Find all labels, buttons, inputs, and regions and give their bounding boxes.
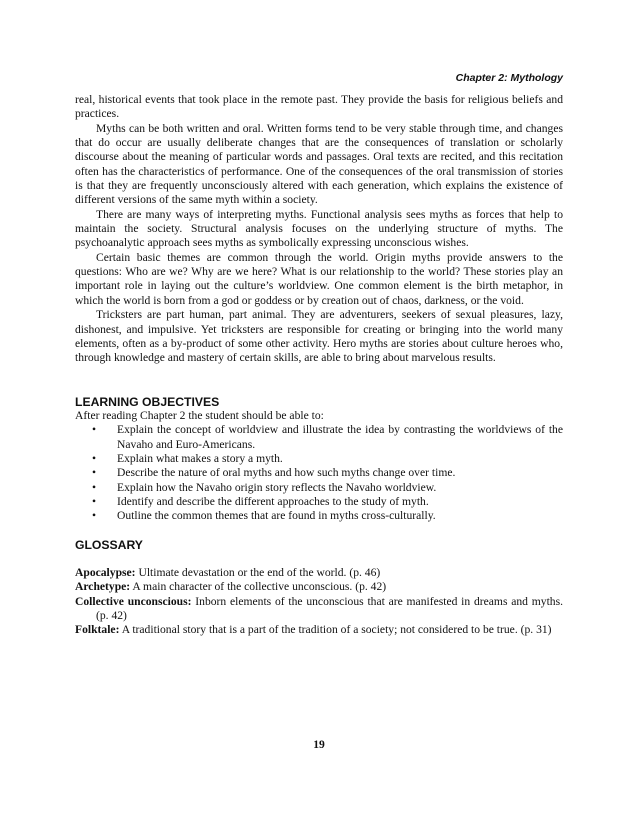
bullet-icon: • [92,451,97,465]
bullet-icon: • [92,494,97,508]
list-item-text: Explain what makes a story a myth. [117,451,283,465]
glossary-term: Archetype: [75,580,131,594]
learning-objectives-intro: After reading Chapter 2 the student should be able to: [75,408,324,422]
glossary-entry [75,595,563,624]
glossary-list [75,566,563,638]
glossary-entry [75,580,563,594]
paragraph-interpretation: There are many ways of interpreting myths. Functional analysis sees myths as forces that help to maintain the society. Structural analysis focuses on the underlying structure of myths. The psychoanalytic approach sees myths as symbolically expressing unconscious wishes. [75,207,563,250]
list-item [92,481,563,495]
page-number: 19 [313,738,325,751]
list-item-text: Outline the common themes that are found in myths cross-culturally. [117,509,436,523]
glossary-definition: Ultimate devastation or the end of the world. (p. 46) [135,565,381,579]
bullet-icon: • [92,466,97,480]
glossary-term: Folktale: [75,623,120,637]
glossary-definition: Inborn elements of the unconscious that are manifested in dreams and myths. (p. 42) [96,594,564,622]
glossary-definition: A traditional story that is a part of the tradition of a society; not considered to be true. (p. 31) [119,623,552,637]
list-item-text: Explain the concept of worldview and illustrate the idea by contrasting the worldviews of the Navaho and Euro-Americans. [117,423,563,451]
glossary-term: Apocalypse: [75,565,136,579]
glossary-definition: A main character of the collective unconscious. (p. 42) [130,580,387,594]
glossary-heading: GLOSSARY [75,537,143,552]
list-item [92,452,563,466]
bullet-icon: • [92,480,97,494]
page-body [75,93,563,638]
list-item-text: Identify and describe the different approaches to the study of myth. [117,494,429,508]
list-item [92,423,563,452]
running-header: Chapter 2: Mythology [455,72,563,84]
paragraph-tricksters: Tricksters are part human, part animal. They are adventurers, seekers of sexual pleasures, lazy, dishonest, and impulsive. Yet tricksters are responsible for creating or bringing into the world many elements, often as a by-product of some other activity. Hero myths are stories about culture heroes who, through knowledge and mastery of certain skills, are able to bring about marvelous results. [75,308,563,365]
glossary-entry [75,566,563,580]
bullet-icon: • [92,509,97,523]
glossary-entry [75,623,563,637]
list-item [92,509,563,523]
list-item [92,466,563,480]
learning-objectives-heading: LEARNING OBJECTIVES [75,394,220,409]
paragraph-themes: Certain basic themes are common through the world. Origin myths provide answers to the questions: Who are we? Why are we here? What is our relationship to the world? These stories play an important role in laying out the culture’s worldview. One common element is the birth metaphor, in which the world is born from a god or goddess or by creation out of chaos, darkness, or the void. [75,250,563,307]
paragraph-oral-written: Myths can be both written and oral. Written forms tend to be very stable through time, and changes that do occur are usually deliberate changes that are the consequences of translation or scholarly discourse about the meaning of particular words and passages. Oral texts are recited, and this recitation often has the characteristics of performance. One of the consequences of the oral transmission of stories is that they are frequently unconsciously altered with each generation, which explains the existence of different versions of the same myth within a society. [75,121,563,207]
list-item-text: Describe the nature of oral myths and how such myths change over time. [117,466,456,480]
learning-objectives-list [75,423,563,523]
list-item [92,495,563,509]
list-item-text: Explain how the Navaho origin story reflects the Navaho worldview. [117,480,437,494]
paragraph-continuation: real, historical events that took place in the remote past. They provide the basis for religious beliefs and practices. [75,93,563,121]
glossary-term: Collective unconscious: [75,594,192,608]
bullet-icon: • [92,423,97,437]
